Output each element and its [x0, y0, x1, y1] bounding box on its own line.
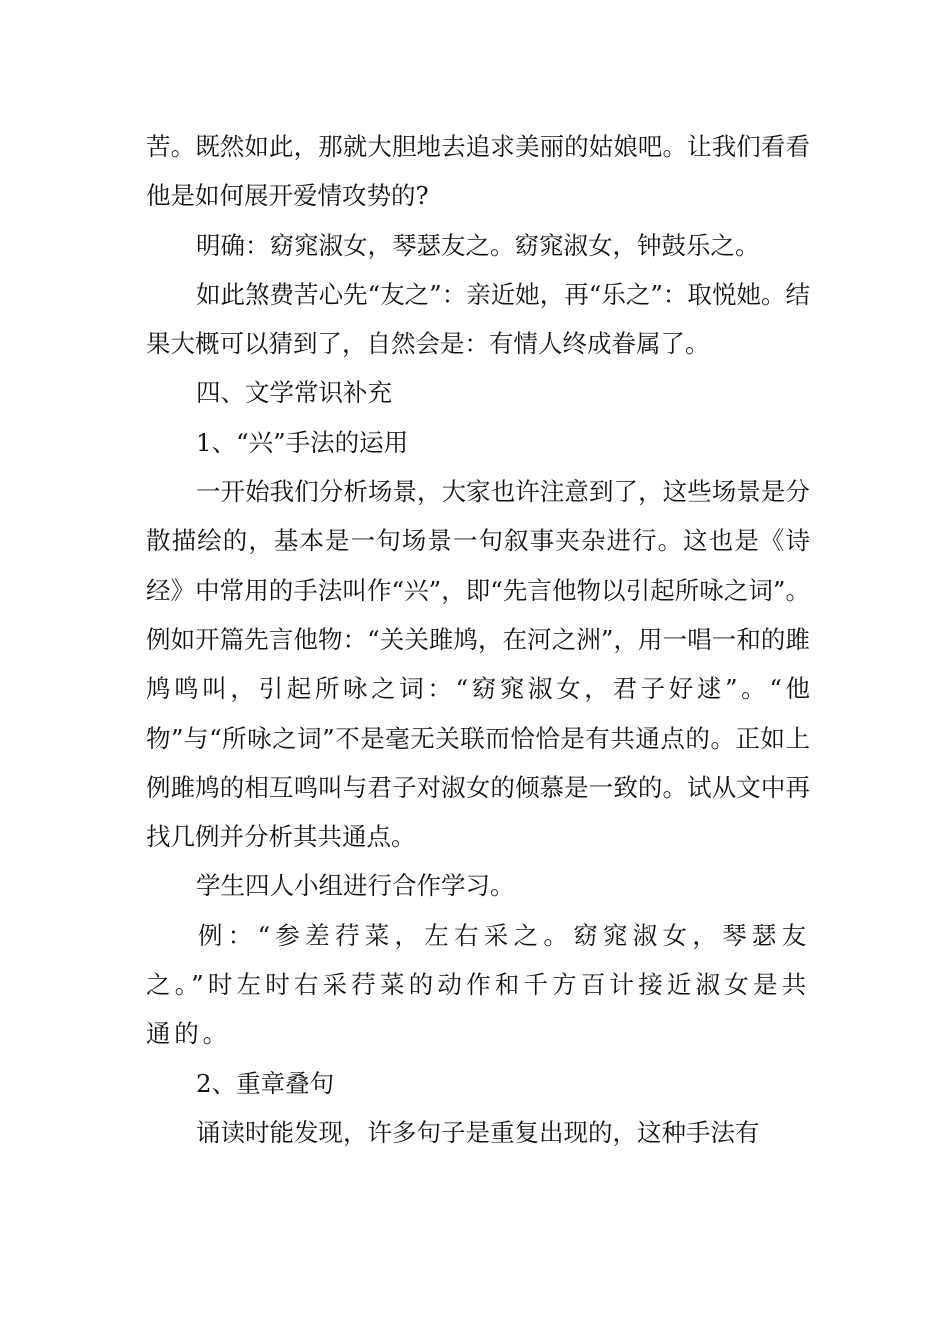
section-heading: 四、文学常识补充	[196, 378, 392, 408]
group-study-paragraph: 学生四人小组进行合作学习。	[196, 871, 515, 901]
subheading-xing: 1、“兴”手法的运用	[196, 427, 409, 457]
answer-paragraph: 明确：窈窕淑女，琴瑟友之。窈窕淑女，钟鼓乐之。	[196, 230, 760, 260]
analysis-paragraph: 如此煞费苦心先“友之”：亲近她，再“乐之”：取悦她。结果大概可以猜到了，自然会是：有情人终成眷属了。	[146, 279, 810, 359]
example-paragraph: 例：“参差荇菜，左右采之。窈窕淑女，琴瑟友之。”时左时右采荇菜的动作和千方百计接近淑女是共通的。	[146, 920, 810, 1049]
subheading-repetition: 2、重章叠句	[196, 1068, 335, 1098]
repetition-paragraph: 诵读时能发现，许多句子是重复出现的，这种手法有	[196, 1117, 760, 1147]
document-body	[146, 122, 810, 1157]
xing-explanation-paragraph: 一开始我们分析场景，大家也许注意到了，这些场景是分散描绘的，基本是一句场景一句叙事夹杂进行。这也是《诗经》中常用的手法叫作“兴”，即“先言他物以引起所咏之词”。例如开篇先言他物：“关关雎鸠，在河之洲”，用一唱一和的雎鸠鸣叫，引起所咏之词：“窈窕淑女，君子好逑”。“他物”与“所咏之词”不是毫无关联而恰恰是有共通点的。正如上例雎鸠的相互鸣叫与君子对淑女的倾慕是一致的。试从文中再找几例并分析其共通点。	[146, 477, 810, 852]
continuation-paragraph: 苦。既然如此，那就大胆地去追求美丽的姑娘吧。让我们看看他是如何展开爱情攻势的?	[146, 132, 810, 211]
